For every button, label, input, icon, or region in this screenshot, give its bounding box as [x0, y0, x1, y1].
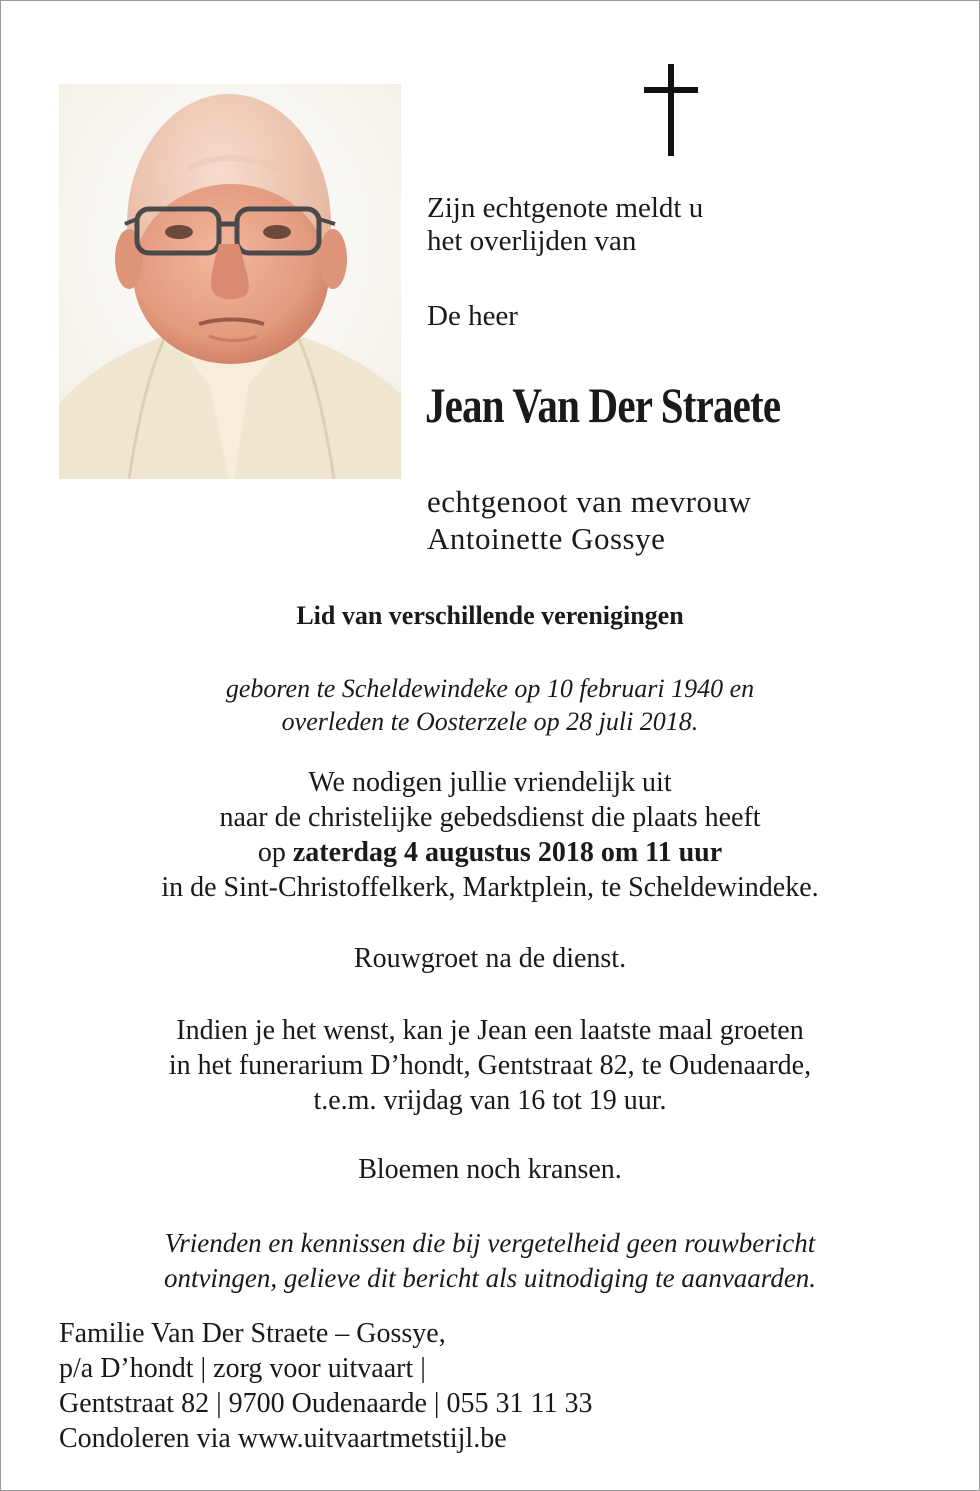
- service-datetime-value: zaterdag 4 augustus 2018 om 11 uur: [292, 837, 723, 868]
- family-name: Familie Van Der Straete – Gossye,: [59, 1318, 446, 1349]
- condolence-reception: Rouwgroet na de dienst.: [353, 943, 627, 974]
- cross-icon: [638, 60, 704, 160]
- contact-address: Gentstraat 82 | 9700 Oudenaarde | 055 31 11 33: [59, 1388, 593, 1419]
- spouse-line: Antoinette Gossye: [427, 521, 666, 556]
- funeral-director: p/a D’hondt | zorg voor uitvaart |: [59, 1353, 426, 1384]
- visit-line: in het funerarium D’hondt, Gentstraat 82, te Oudenaarde,: [168, 1050, 812, 1081]
- deceased-name: Jean Van Der Straete: [425, 377, 781, 433]
- intro-line: het overlijden van: [427, 225, 637, 257]
- society-membership: Lid van verschillende verenigingen: [296, 601, 684, 630]
- intro-line: Zijn echtgenote meldt u: [427, 192, 704, 224]
- portrait-photo: [59, 84, 401, 479]
- service-datetime-prefix: op: [257, 837, 293, 868]
- visit-line: Indien je het wenst, kan je Jean een laatste maal groeten: [176, 1015, 804, 1046]
- notice-line: Vrienden en kennissen die bij vergetelheid geen rouwbericht: [164, 1228, 816, 1258]
- life-dates: [0, 672, 980, 738]
- birth-line: geboren te Scheldewindeke op 10 februari 1940 en: [225, 674, 755, 703]
- spouse-text: [427, 483, 751, 557]
- family-contact: [59, 1316, 593, 1456]
- service-location: in de Sint-Christoffelkerk, Marktplein, te Scheldewindeke.: [161, 872, 819, 903]
- intro-text: [427, 192, 703, 258]
- condolence-link[interactable]: Condoleren via www.uitvaartmetstijl.be: [59, 1423, 507, 1454]
- spouse-line: echtgenoot van mevrouw: [427, 484, 752, 519]
- invitation-notice: [0, 1226, 980, 1296]
- notice-line: ontvingen, gelieve dit bericht als uitnodiging te aanvaarden.: [163, 1263, 817, 1293]
- visit-line: t.e.m. vrijdag van 16 tot 19 uur.: [313, 1085, 667, 1116]
- funeral-home-visit: [0, 1013, 980, 1118]
- honorific: De heer: [427, 300, 518, 332]
- flowers-notice: Bloemen noch kransen.: [358, 1154, 622, 1185]
- service-invitation: [0, 765, 980, 905]
- service-datetime: [0, 835, 980, 870]
- invite-line: naar de christelijke gebedsdienst die plaats heeft: [219, 802, 761, 833]
- death-line: overleden te Oosterzele op 28 juli 2018.: [281, 707, 699, 736]
- invite-line: We nodigen jullie vriendelijk uit: [308, 767, 672, 798]
